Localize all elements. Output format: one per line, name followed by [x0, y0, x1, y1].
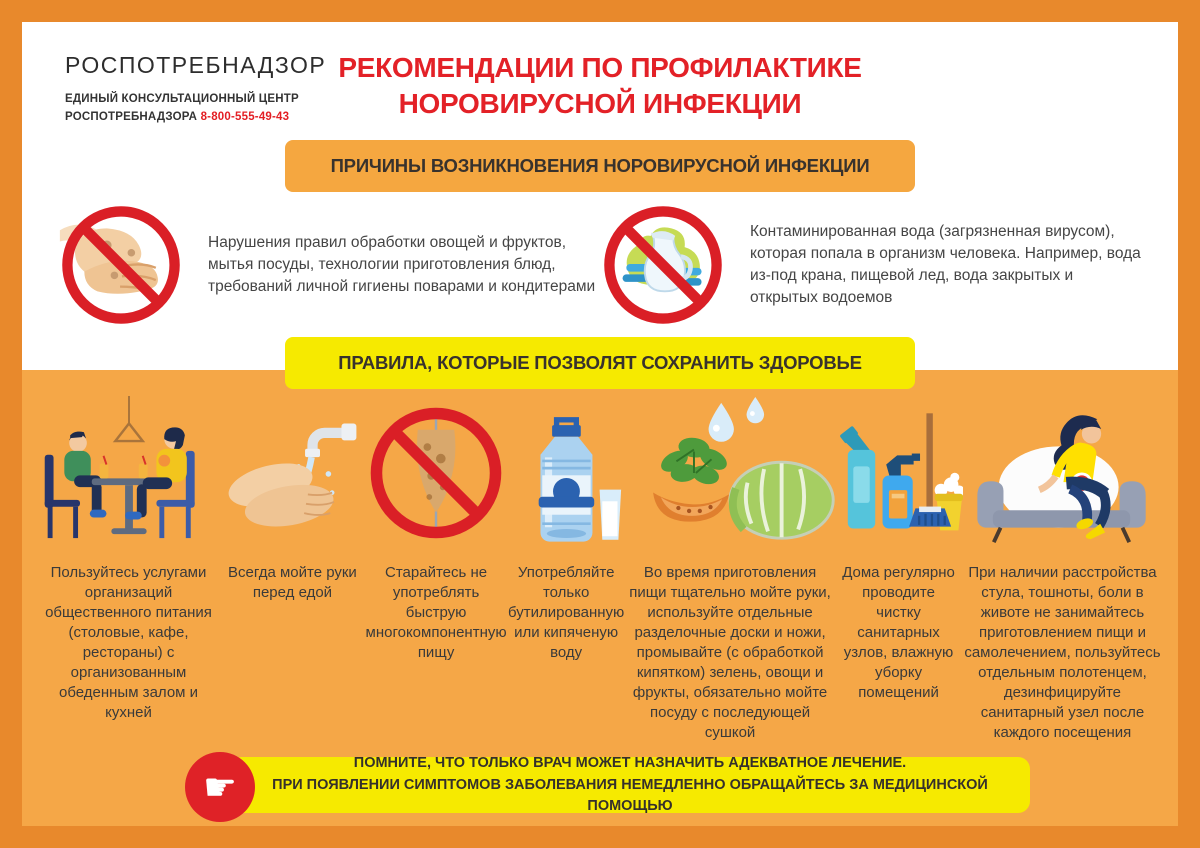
rule-text-illness-behavior: При наличии расстройства стула, тошноты, боли в животе не занимайтесь приготовлением пищи и самолечением, пользуйтесь отдельным полотенцем, дезинфицируйте санитарный узел после каждого посещения — [964, 564, 1161, 741]
cleaning-supplies-illustration — [835, 406, 963, 545]
hotline-phone-number: 8-800-555-49-43 — [200, 110, 290, 123]
rule-text-public-catering: Пользуйтесь услугами организаций общественного питания (столовые, кафе, рестораны) с организованным обеденным залом и кухней — [45, 564, 212, 721]
causes-banner — [285, 140, 915, 192]
rule-text-no-fast-food: Старайтесь не употреблять быструю многокомпонентную пищу — [365, 564, 507, 661]
rule-text-wash-hands: Всегда мойте руки перед едой — [228, 564, 357, 601]
page-title — [22, 50, 1178, 123]
footer-banner — [230, 754, 1030, 815]
causes-row — [22, 192, 1178, 337]
rule-item-wash-hands — [227, 395, 358, 742]
rules-banner-row — [22, 337, 1178, 389]
washed-vegetables-illustration — [618, 397, 842, 545]
footer-section — [22, 742, 1178, 828]
no-contaminated-water-icon — [600, 202, 726, 328]
rules-banner — [285, 337, 915, 389]
bottled-water-illustration — [510, 395, 622, 545]
cause-item-dirty-hands — [42, 192, 600, 337]
bottled-water-illustration — [510, 409, 622, 545]
pointing-hand-glyph: ☛ — [202, 765, 238, 810]
rule-item-food-preparation — [624, 395, 836, 742]
poster-header — [22, 22, 1178, 140]
hand-washing-illustration — [222, 395, 362, 545]
page-title-line2: НОРОВИРУСНОЙ ИНФЕКЦИИ — [398, 88, 802, 120]
rule-text-bottled-water: Употребляйте только бутилированную или кипяченую воду — [508, 564, 625, 661]
causes-banner-label: ПРИЧИНЫ ВОЗНИКНОВЕНИЯ НОРОВИРУСНОЙ ИНФЕКЦИИ — [330, 155, 870, 176]
hand-washing-illustration — [222, 403, 362, 545]
sick-person-couch-illustration — [958, 395, 1166, 545]
rules-banner-label: ПРАВИЛА, КОТОРЫЕ ПОЗВОЛЯТ СОХРАНИТЬ ЗДОРОВЬЕ — [338, 352, 862, 373]
cause-item-contaminated-water — [600, 192, 1158, 337]
rules-columns — [22, 389, 1178, 742]
logo-subtitle-line1: ЕДИНЫЙ КОНСУЛЬТАЦИОННЫЙ ЦЕНТР — [65, 93, 299, 105]
pointing-hand-icon — [185, 752, 255, 822]
rule-item-illness-behavior — [961, 395, 1164, 742]
cause-text-food-handling: Нарушения правил обработки овощей и фруктов, мытья посуды, технологии приготовления блюд, требований личной гигиены поварами и кондитерами — [208, 233, 596, 295]
footer-line1: ПОМНИТЕ, ЧТО ТОЛЬКО ВРАЧ МОЖЕТ НАЗНАЧИТЬ АДЕКВАТНОЕ ЛЕЧЕНИЕ. — [353, 754, 907, 771]
logo-subtitle-line2: РОСПОТРЕБНАДЗОРА 8-800-555-49-43 — [65, 110, 290, 123]
no-dirty-hands-icon — [58, 202, 184, 328]
cleaning-supplies-illustration — [835, 395, 963, 545]
footer-line2: ПРИ ПОЯВЛЕНИИ СИМПТОМОВ ЗАБОЛЕВАНИЯ НЕМЕДЛЕННО ОБРАЩАЙТЕСЬ ЗА МЕДИЦИНСКОЙ ПОМОЩЬЮ — [272, 776, 988, 815]
no-fast-food-illustration — [364, 395, 508, 545]
sick-person-couch-illustration — [958, 398, 1166, 545]
no-contaminated-water-icon — [600, 202, 726, 328]
rule-item-no-fast-food — [364, 395, 508, 742]
cafe-dining-illustration — [31, 395, 227, 545]
rule-item-public-catering — [36, 395, 221, 742]
rules-section — [22, 389, 1178, 742]
logo-title: РОСПОТРЕБНАДЗОР — [65, 52, 327, 78]
cause-text-contaminated-water: Контаминированная вода (загрязненная вирусом), которая попала в организм человека. Например, вода из-под крана, пищевой лед, вода закрытых и открытых водоемов — [750, 222, 1141, 306]
page-title-line1: РЕКОМЕНДАЦИИ ПО ПРОФИЛАКТИКЕ — [338, 52, 862, 83]
rule-item-bottled-water — [508, 395, 625, 742]
footer — [22, 742, 1178, 828]
no-dirty-hands-icon — [58, 202, 184, 328]
washed-vegetables-illustration — [618, 395, 842, 545]
rule-item-home-cleaning — [842, 395, 955, 742]
rule-text-food-preparation: Во время приготовления пищи тщательно мойте руки, используйте отдельные разделочные доски и ножи, промывайте (с обработкой кипятком) зелень, овощи и фрукты, обязательно мойте посуду с последующей сушкой — [629, 564, 831, 741]
rule-text-home-cleaning: Дома регулярно проводите чистку санитарных узлов, влажную уборку помещений — [842, 564, 955, 701]
cafe-dining-illustration — [31, 396, 227, 545]
no-fast-food-illustration — [364, 401, 508, 545]
